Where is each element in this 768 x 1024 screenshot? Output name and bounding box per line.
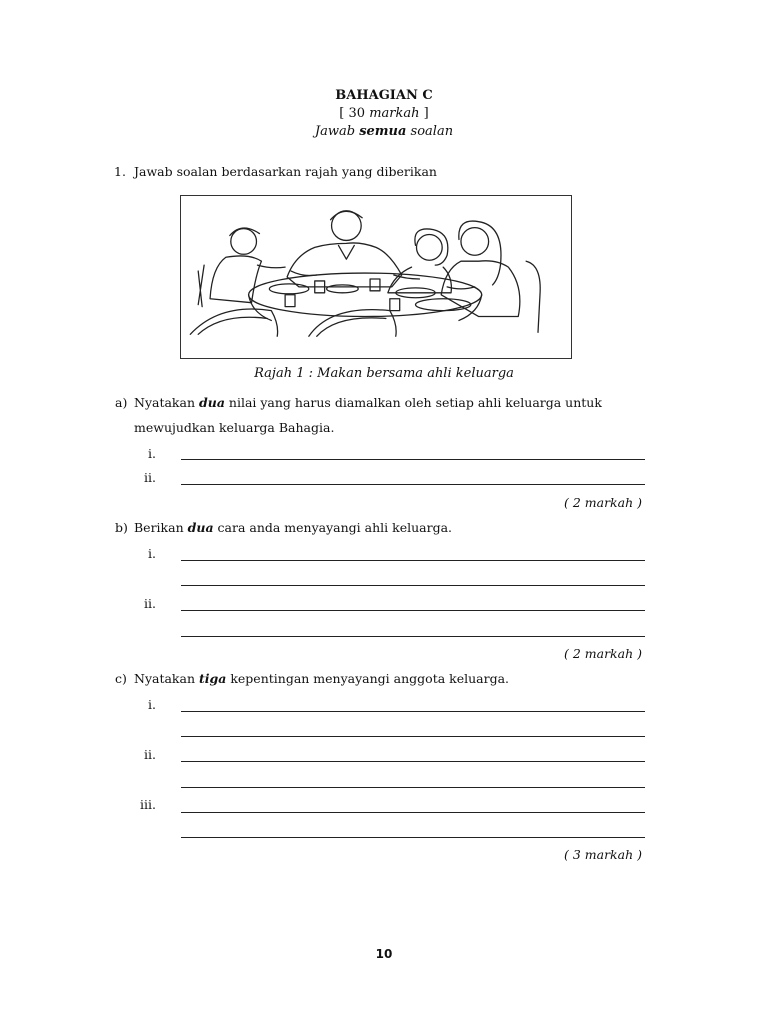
- plate-boy: [269, 284, 309, 294]
- part-a-item-ii: ii.: [144, 470, 156, 485]
- part-c-bold: tiga: [198, 671, 227, 686]
- answer-line[interactable]: [181, 812, 645, 813]
- question-text: Jawab soalan berdasarkan rajah yang diberikan: [134, 164, 437, 179]
- part-b-item-i: i.: [148, 546, 156, 561]
- instruction-post: soalan: [406, 124, 454, 139]
- part-b-pre: Berikan: [134, 520, 188, 535]
- marks-bracket-open: [ 30: [339, 106, 370, 121]
- part-b-marks: ( 2 markah ): [564, 646, 642, 661]
- part-c-item-ii: ii.: [144, 747, 156, 762]
- part-a-bold: dua: [198, 395, 225, 410]
- section-instruction: [0, 124, 768, 139]
- part-c-marks: ( 3 markah ): [564, 847, 642, 862]
- answer-line[interactable]: [181, 761, 645, 762]
- cup-2: [370, 279, 380, 291]
- part-b-text: [134, 520, 452, 535]
- girl-head: [461, 228, 489, 256]
- boy-arm: [257, 265, 285, 268]
- instruction-bold: semua: [359, 124, 407, 139]
- marks-word: markah: [369, 106, 420, 121]
- marks-bracket-close: ]: [419, 106, 429, 121]
- serving-plate: [416, 299, 471, 311]
- answer-line[interactable]: [181, 585, 645, 586]
- answer-line[interactable]: [181, 560, 645, 561]
- plate-father: [327, 285, 359, 293]
- part-a-marks: ( 2 markah ): [564, 495, 642, 510]
- page-number: 10: [375, 947, 393, 961]
- part-b-label: b): [115, 520, 128, 535]
- part-a-item-i: i.: [148, 446, 156, 461]
- chair-boy: [198, 265, 204, 306]
- figure-caption: Rajah 1 : Makan bersama ahli keluarga: [254, 366, 514, 381]
- question-number: 1.: [114, 164, 126, 179]
- answer-line[interactable]: [181, 484, 645, 485]
- family-dinner-drawing: [181, 196, 571, 358]
- father-body: [287, 243, 402, 287]
- instruction-pre: Jawab: [314, 124, 360, 139]
- boy-body: [210, 256, 261, 303]
- mother-head: [417, 235, 443, 261]
- answer-line[interactable]: [181, 837, 645, 838]
- part-b-post: cara anda menyayangi ahli keluarga.: [213, 520, 453, 535]
- family-dinner-illustration: [180, 195, 572, 359]
- part-c-item-iii: iii.: [140, 797, 156, 812]
- part-c-text: [134, 671, 509, 686]
- part-a-text: [134, 395, 602, 410]
- answer-line[interactable]: [181, 736, 645, 737]
- part-c-pre: Nyatakan: [134, 671, 199, 686]
- cup-4: [390, 299, 400, 311]
- father-collar: [338, 245, 354, 259]
- chair-front-middle-rail: [317, 318, 386, 336]
- answer-line[interactable]: [181, 610, 645, 611]
- part-a-pre: Nyatakan: [134, 395, 199, 410]
- part-b-bold: dua: [187, 520, 214, 535]
- answer-line[interactable]: [181, 711, 645, 712]
- section-total-marks: [0, 106, 768, 121]
- chair-girl: [526, 261, 540, 332]
- answer-line[interactable]: [181, 787, 645, 788]
- part-a-post: nilai yang harus diamalkan oleh setiap ahli keluarga untuk: [224, 395, 602, 410]
- part-a-text-line2: mewujudkan keluarga Bahagia.: [134, 420, 335, 435]
- chair-front-middle: [309, 310, 396, 337]
- boy-head: [231, 229, 257, 255]
- part-a-label: a): [115, 395, 128, 410]
- answer-line[interactable]: [181, 636, 645, 637]
- part-c-label: c): [115, 671, 127, 686]
- section-title: BAHAGIAN C: [335, 88, 433, 103]
- answer-line[interactable]: [181, 459, 645, 460]
- chair-front-left: [190, 309, 277, 336]
- father-arm: [291, 271, 317, 275]
- part-b-item-ii: ii.: [144, 596, 156, 611]
- part-c-post: kepentingan menyayangi anggota keluarga.: [226, 671, 510, 686]
- cup-3: [285, 295, 295, 307]
- part-c-item-i: i.: [148, 697, 156, 712]
